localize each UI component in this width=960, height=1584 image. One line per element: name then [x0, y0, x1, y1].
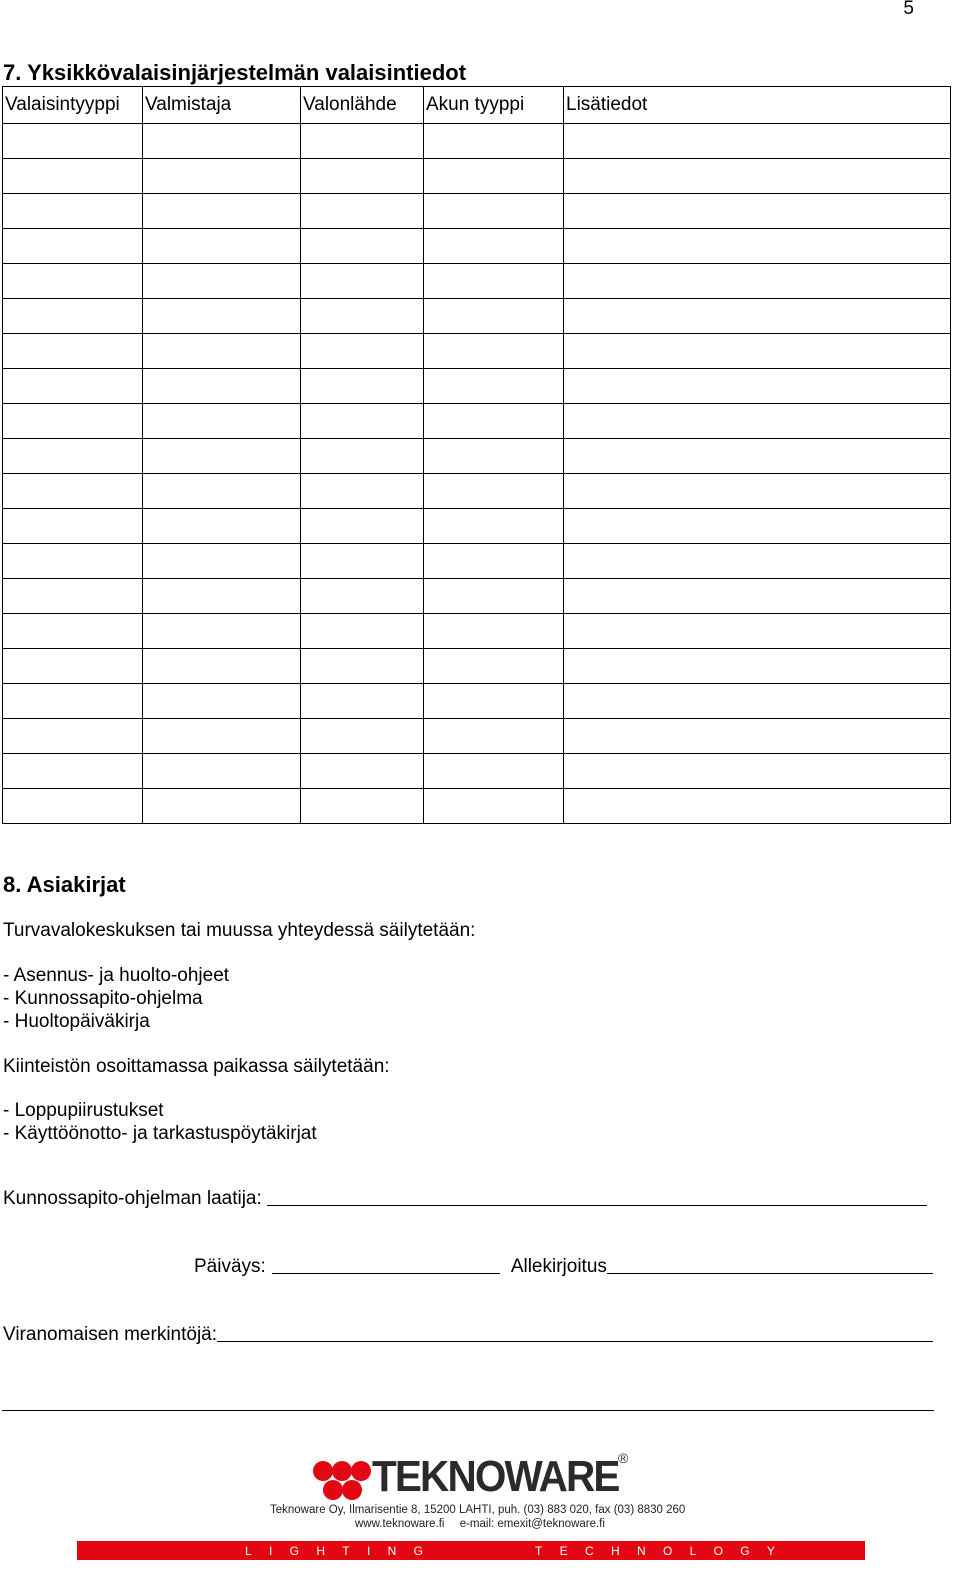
table-cell[interactable]	[143, 264, 301, 299]
table-cell[interactable]	[564, 369, 951, 404]
table-row	[3, 509, 951, 544]
table-cell[interactable]	[424, 754, 564, 789]
table-cell[interactable]	[564, 614, 951, 649]
table-cell[interactable]	[143, 299, 301, 334]
author-label: Kunnossapito-ohjelman laatija:	[3, 1188, 262, 1209]
tagline-letter: G	[289, 1543, 299, 1558]
table-cell[interactable]	[143, 334, 301, 369]
table-row	[3, 299, 951, 334]
table-cell[interactable]	[3, 509, 143, 544]
table-cell[interactable]	[143, 509, 301, 544]
table-cell[interactable]	[564, 334, 951, 369]
table-cell[interactable]	[564, 754, 951, 789]
table-cell[interactable]	[3, 614, 143, 649]
table-cell[interactable]	[143, 719, 301, 754]
table-cell[interactable]	[424, 579, 564, 614]
table-row	[3, 229, 951, 264]
table-row	[3, 579, 951, 614]
table-cell[interactable]	[3, 474, 143, 509]
tagline-letter: O	[713, 1543, 723, 1558]
table-row	[3, 264, 951, 299]
author-field[interactable]	[267, 1204, 927, 1206]
table-row	[3, 719, 951, 754]
table-cell[interactable]	[424, 159, 564, 194]
table-cell[interactable]	[3, 334, 143, 369]
tagline-letter: T	[342, 1543, 350, 1558]
table-cell[interactable]	[564, 684, 951, 719]
author-row	[3, 1188, 927, 1210]
table-cell[interactable]	[424, 544, 564, 579]
table-cell[interactable]	[424, 264, 564, 299]
email-link[interactable]: e-mail: emexit@teknoware.fi	[459, 1518, 605, 1530]
teknoware-logo-icon	[312, 1460, 372, 1504]
tagline-word	[535, 1544, 775, 1558]
table-cell[interactable]	[424, 649, 564, 684]
authority-field[interactable]	[217, 1340, 933, 1342]
section-8-title: 8. Asiakirjat	[3, 872, 126, 897]
table-cell[interactable]	[301, 404, 424, 439]
storage-intro: Turvavalokeskuksen tai muussa yhteydessä säilytetään:	[3, 920, 476, 941]
tagline-letter: N	[387, 1543, 397, 1558]
table-cell[interactable]	[301, 754, 424, 789]
table-cell[interactable]	[564, 404, 951, 439]
luminaire-table	[2, 86, 951, 824]
table-cell[interactable]	[3, 194, 143, 229]
tagline-letter: Y	[766, 1543, 775, 1558]
table-row	[3, 124, 951, 159]
tagline-letter: C	[584, 1543, 594, 1558]
table-row	[3, 334, 951, 369]
table-cell[interactable]	[143, 474, 301, 509]
tagline-letter: I	[366, 1543, 371, 1558]
table-cell[interactable]	[564, 544, 951, 579]
list-item: - Loppupiirustukset	[3, 1100, 164, 1121]
table-cell[interactable]	[424, 334, 564, 369]
tagline-letter: O	[662, 1543, 673, 1558]
table-row	[3, 194, 951, 229]
table-cell[interactable]	[564, 264, 951, 299]
table-cell[interactable]	[424, 194, 564, 229]
table-cell[interactable]	[3, 299, 143, 334]
registered-mark: ®	[618, 1450, 629, 1466]
table-cell[interactable]	[301, 544, 424, 579]
table-cell[interactable]	[301, 334, 424, 369]
list-item: - Kunnossapito-ohjelma	[3, 988, 203, 1009]
table-cell[interactable]	[424, 719, 564, 754]
table-cell[interactable]	[424, 789, 564, 824]
table-cell[interactable]	[564, 439, 951, 474]
table-cell[interactable]	[564, 229, 951, 264]
table-row	[3, 754, 951, 789]
authority-label: Viranomaisen merkintöjä:	[3, 1324, 218, 1345]
table-row	[3, 544, 951, 579]
date-signature-row	[194, 1256, 933, 1278]
table-cell[interactable]	[3, 789, 143, 824]
table-cell[interactable]	[301, 474, 424, 509]
table-cell[interactable]	[143, 439, 301, 474]
table-cell[interactable]	[143, 369, 301, 404]
contact-line	[355, 1518, 605, 1530]
table-cell[interactable]	[301, 299, 424, 334]
table-cell[interactable]	[564, 579, 951, 614]
column-header: Lisätiedot	[564, 87, 951, 124]
company-address: Teknoware Oy, Ilmarisentie 8, 15200 LAHTI, puh. (03) 883 020, fax (03) 8830 260	[270, 1504, 686, 1516]
table-cell[interactable]	[424, 124, 564, 159]
table-row	[3, 159, 951, 194]
table-cell[interactable]	[3, 684, 143, 719]
table-cell[interactable]	[424, 299, 564, 334]
table-cell[interactable]	[301, 264, 424, 299]
table-cell[interactable]	[301, 194, 424, 229]
table-cell[interactable]	[143, 404, 301, 439]
table-cell[interactable]	[143, 229, 301, 264]
table-cell[interactable]	[301, 369, 424, 404]
table-row	[3, 474, 951, 509]
table-cell[interactable]	[143, 159, 301, 194]
table-row	[3, 404, 951, 439]
table-cell[interactable]	[301, 649, 424, 684]
table-cell[interactable]	[3, 579, 143, 614]
section-7-title: 7. Yksikkövalaisinjärjestelmän valaisintiedot	[3, 60, 467, 85]
column-header: Valonlähde	[301, 87, 424, 124]
table-cell[interactable]	[143, 789, 301, 824]
signature-field[interactable]	[607, 1272, 933, 1274]
table-cell[interactable]	[301, 439, 424, 474]
storage-intro-2: Kiinteistön osoittamassa paikassa säilytetään:	[3, 1056, 390, 1077]
table-cell[interactable]	[301, 789, 424, 824]
column-header: Akun tyyppi	[424, 87, 564, 124]
table-cell[interactable]	[424, 614, 564, 649]
list-item: - Käyttöönotto- ja tarkastuspöytäkirjat	[3, 1123, 317, 1144]
table-cell[interactable]	[424, 369, 564, 404]
tagline-letter: G	[413, 1543, 423, 1558]
table-cell[interactable]	[143, 614, 301, 649]
table-row	[3, 684, 951, 719]
table-cell[interactable]	[424, 684, 564, 719]
table-cell[interactable]	[3, 439, 143, 474]
table-cell[interactable]	[564, 789, 951, 824]
table-cell[interactable]	[3, 159, 143, 194]
table-cell[interactable]	[564, 194, 951, 229]
table-cell[interactable]	[143, 684, 301, 719]
table-cell[interactable]	[564, 159, 951, 194]
table-cell[interactable]	[143, 579, 301, 614]
table-cell[interactable]	[3, 544, 143, 579]
tagline-letter: H	[316, 1543, 325, 1558]
table-row	[3, 439, 951, 474]
table-cell[interactable]	[3, 264, 143, 299]
table-cell[interactable]	[301, 509, 424, 544]
table-row	[3, 789, 951, 824]
page-number: 5	[903, 0, 914, 19]
table-cell[interactable]	[301, 124, 424, 159]
table-cell[interactable]	[3, 124, 143, 159]
table-cell[interactable]	[3, 754, 143, 789]
authority-row	[3, 1324, 933, 1346]
tagline-letter: L	[689, 1543, 697, 1558]
table-row	[3, 369, 951, 404]
table-cell[interactable]	[143, 194, 301, 229]
tagline-letter: G	[740, 1543, 750, 1558]
table-cell[interactable]	[564, 299, 951, 334]
table-cell[interactable]	[3, 404, 143, 439]
table-cell[interactable]	[424, 439, 564, 474]
table-cell[interactable]	[143, 754, 301, 789]
table-cell[interactable]	[143, 544, 301, 579]
tagline-letter: E	[559, 1543, 568, 1558]
table-cell[interactable]	[301, 229, 424, 264]
table-cell[interactable]	[564, 649, 951, 684]
tagline-bar	[77, 1541, 865, 1560]
table-cell[interactable]	[301, 684, 424, 719]
authority-extra-line[interactable]	[2, 1410, 934, 1411]
list-item: - Asennus- ja huolto-ohjeet	[3, 965, 230, 986]
brand-wordmark: TEKNOWARE	[372, 1452, 619, 1501]
table-cell[interactable]	[424, 404, 564, 439]
table-cell[interactable]	[424, 229, 564, 264]
date-label: Päiväys:	[194, 1256, 266, 1277]
tagline-letter: N	[636, 1543, 646, 1558]
table-cell[interactable]	[564, 719, 951, 754]
column-header: Valmistaja	[143, 87, 301, 124]
table-cell[interactable]	[564, 124, 951, 159]
table-cell[interactable]	[143, 124, 301, 159]
tagline-letter: L	[245, 1543, 252, 1558]
table-cell[interactable]	[424, 509, 564, 544]
table-cell[interactable]	[3, 229, 143, 264]
table-cell[interactable]	[301, 159, 424, 194]
table-cell[interactable]	[424, 474, 564, 509]
website-link[interactable]: www.teknoware.fi	[355, 1518, 445, 1530]
table-cell[interactable]	[301, 579, 424, 614]
tagline-letter: T	[535, 1543, 543, 1558]
tagline-letter: H	[610, 1543, 620, 1558]
table-cell[interactable]	[3, 719, 143, 754]
table-cell[interactable]	[143, 649, 301, 684]
list-item: - Huoltopäiväkirja	[3, 1011, 150, 1032]
table-cell[interactable]	[564, 509, 951, 544]
table-row	[3, 649, 951, 684]
table-cell[interactable]	[301, 719, 424, 754]
table-header-row	[3, 87, 951, 124]
table-cell[interactable]	[564, 474, 951, 509]
table-cell[interactable]	[3, 649, 143, 684]
table-row	[3, 614, 951, 649]
column-header: Valaisintyyppi	[3, 87, 143, 124]
table-cell[interactable]	[3, 369, 143, 404]
date-field[interactable]	[272, 1272, 500, 1274]
tagline-word	[245, 1544, 423, 1558]
table-cell[interactable]	[301, 614, 424, 649]
tagline-letter: I	[269, 1543, 273, 1558]
signature-label: Allekirjoitus	[510, 1256, 607, 1277]
